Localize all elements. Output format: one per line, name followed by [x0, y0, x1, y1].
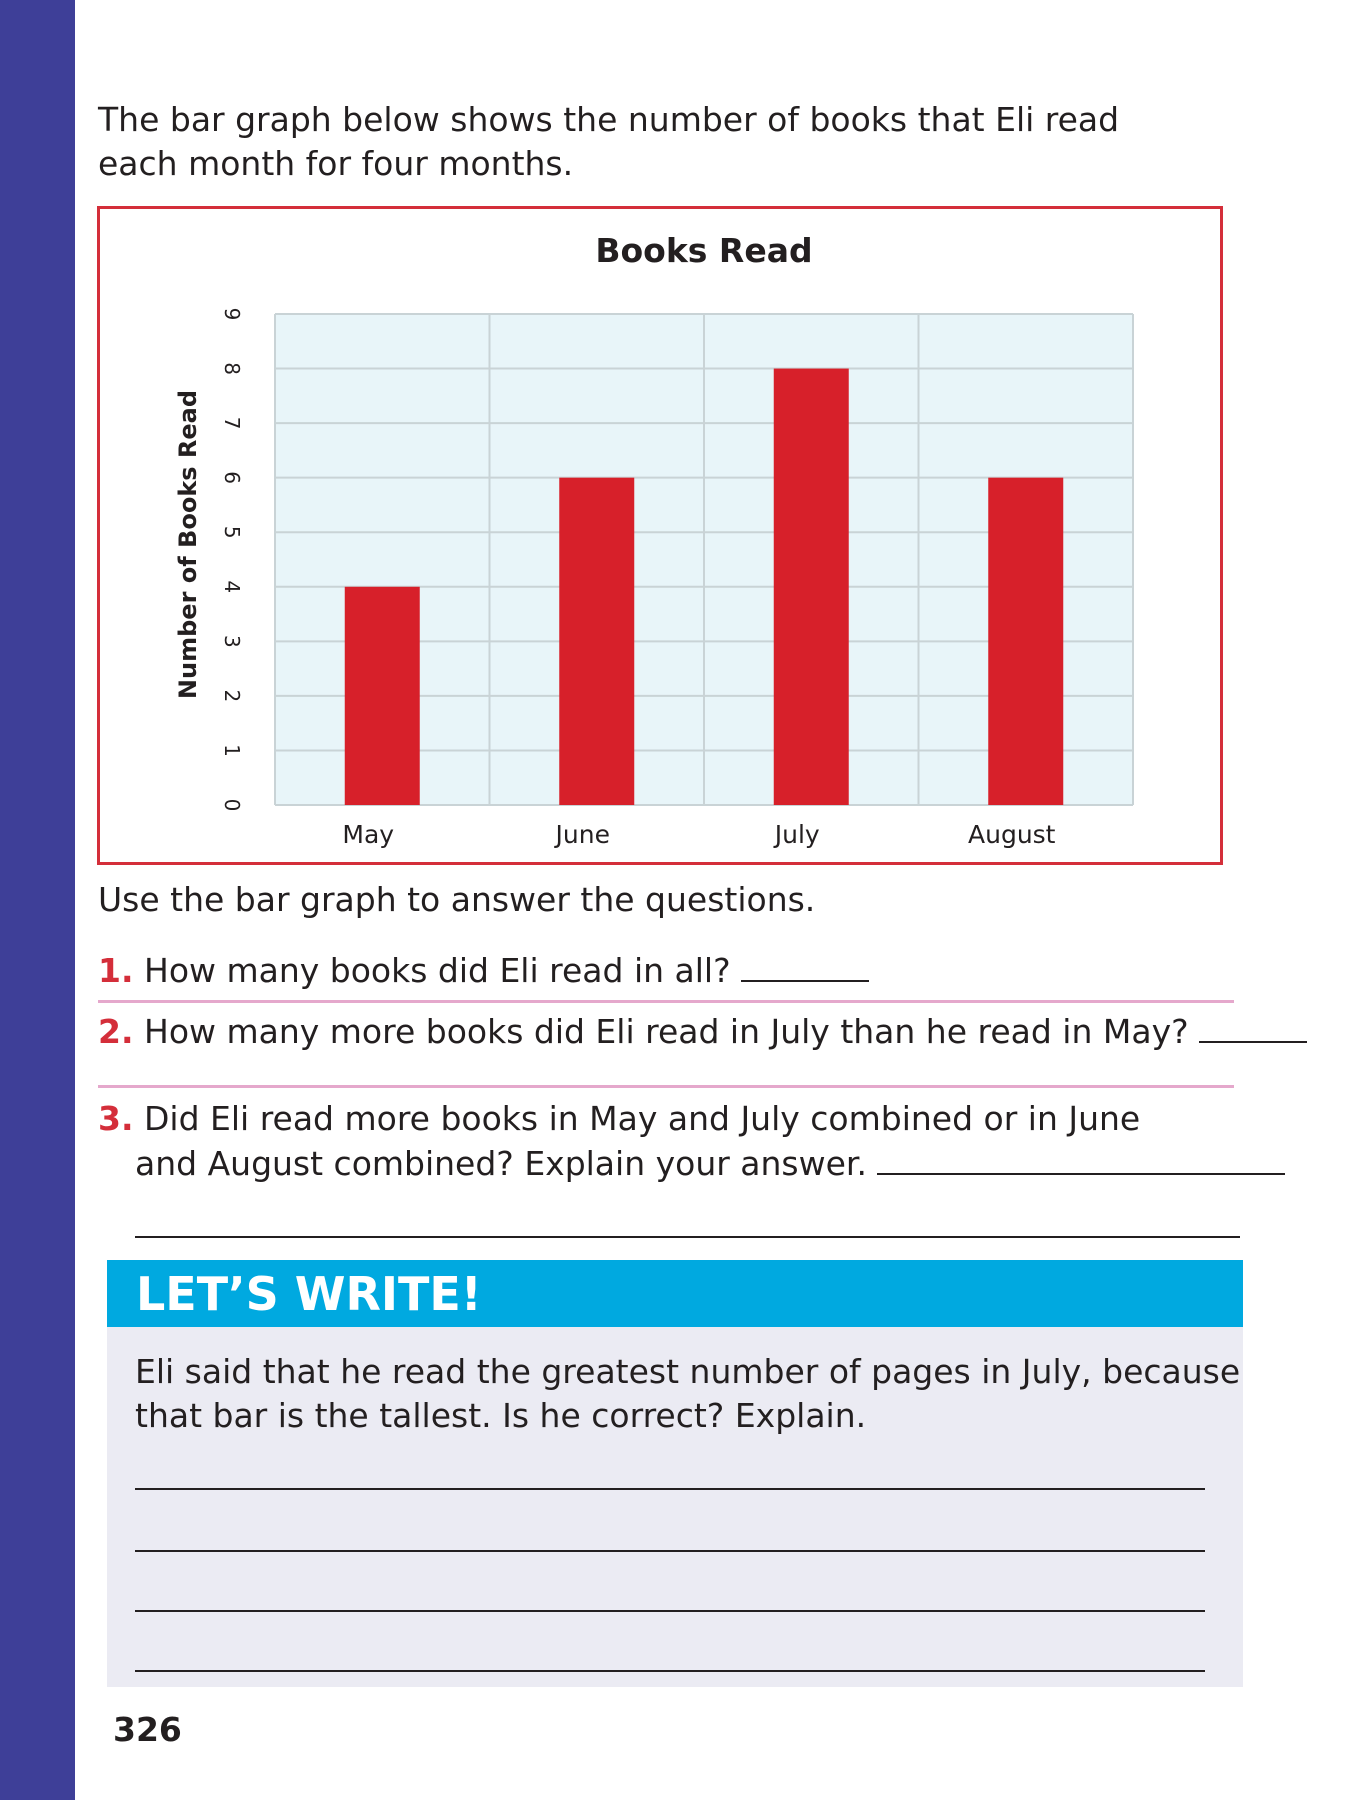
- y-tick-label: 7: [220, 416, 244, 430]
- lets-write-header: [107, 1260, 1243, 1327]
- writing-line-2[interactable]: [135, 1550, 1205, 1552]
- lets-write-prompt-line-2: that bar is the tallest. Is he correct? Explain.: [135, 1396, 867, 1435]
- y-tick-label: 0: [220, 798, 244, 812]
- lets-write-title: LET’S WRITE!: [136, 1267, 482, 1321]
- x-tick-label: August: [968, 820, 1056, 849]
- divider-rule-1: [98, 1000, 1234, 1003]
- y-tick-label: 2: [220, 689, 244, 703]
- writing-line-3[interactable]: [135, 1610, 1205, 1612]
- bar-june: [559, 478, 634, 805]
- question-1: [98, 948, 869, 993]
- x-tick-label: July: [774, 820, 820, 849]
- question-1-text: How many books did Eli read in all?: [144, 951, 731, 990]
- y-tick-label: 8: [220, 362, 244, 375]
- question-2-text: How many more books did Eli read in July than he read in May?: [144, 1012, 1189, 1051]
- y-tick-label: 4: [220, 580, 244, 594]
- bar-august: [988, 478, 1063, 805]
- answer-blank-1[interactable]: [741, 948, 869, 982]
- answer-blank-3[interactable]: [877, 1141, 1285, 1175]
- intro-line-1: The bar graph below shows the number of books that Eli read: [98, 100, 1120, 139]
- writing-line-4[interactable]: [135, 1670, 1205, 1672]
- page-number: 326: [113, 1710, 182, 1749]
- y-tick-label: 5: [220, 525, 244, 539]
- intro-line-2: each month for four months.: [98, 144, 574, 183]
- question-2: [98, 1009, 1307, 1054]
- question-1-number: 1.: [98, 951, 134, 990]
- lets-write-box: [107, 1260, 1243, 1687]
- y-tick-label: 1: [220, 744, 244, 757]
- writing-line-1[interactable]: [135, 1488, 1205, 1490]
- question-3-number: 3.: [98, 1099, 134, 1138]
- side-color-bar: [0, 0, 75, 1800]
- question-2-number: 2.: [98, 1012, 134, 1051]
- x-tick-label: June: [555, 820, 610, 849]
- answer-blank-2[interactable]: [1199, 1009, 1307, 1043]
- y-tick-label: 6: [220, 471, 244, 485]
- chart-frame: [97, 206, 1223, 865]
- lets-write-prompt-line-1: Eli said that he read the greatest number of pages in July, because: [135, 1352, 1241, 1391]
- question-3-line-1: Did Eli read more books in May and July combined or in June: [144, 1099, 1141, 1138]
- question-3: [98, 1097, 1285, 1186]
- x-tick-label: May: [342, 820, 395, 849]
- bar-chart: [100, 209, 1220, 862]
- y-tick-label: 9: [220, 307, 244, 321]
- bar-july: [774, 369, 849, 805]
- intro-text: [98, 98, 1120, 186]
- answer-blank-3-continued[interactable]: [135, 1236, 1240, 1238]
- lets-write-prompt: [135, 1350, 1240, 1438]
- y-axis-label: Number of Books Read: [174, 389, 202, 700]
- bar-may: [345, 587, 420, 805]
- divider-rule-2: [98, 1085, 1234, 1088]
- chart-title: Books Read: [595, 231, 813, 270]
- instructions: Use the bar graph to answer the questions.: [98, 880, 816, 919]
- question-3-line-2: and August combined? Explain your answer.: [135, 1144, 867, 1183]
- y-tick-label: 3: [220, 634, 244, 648]
